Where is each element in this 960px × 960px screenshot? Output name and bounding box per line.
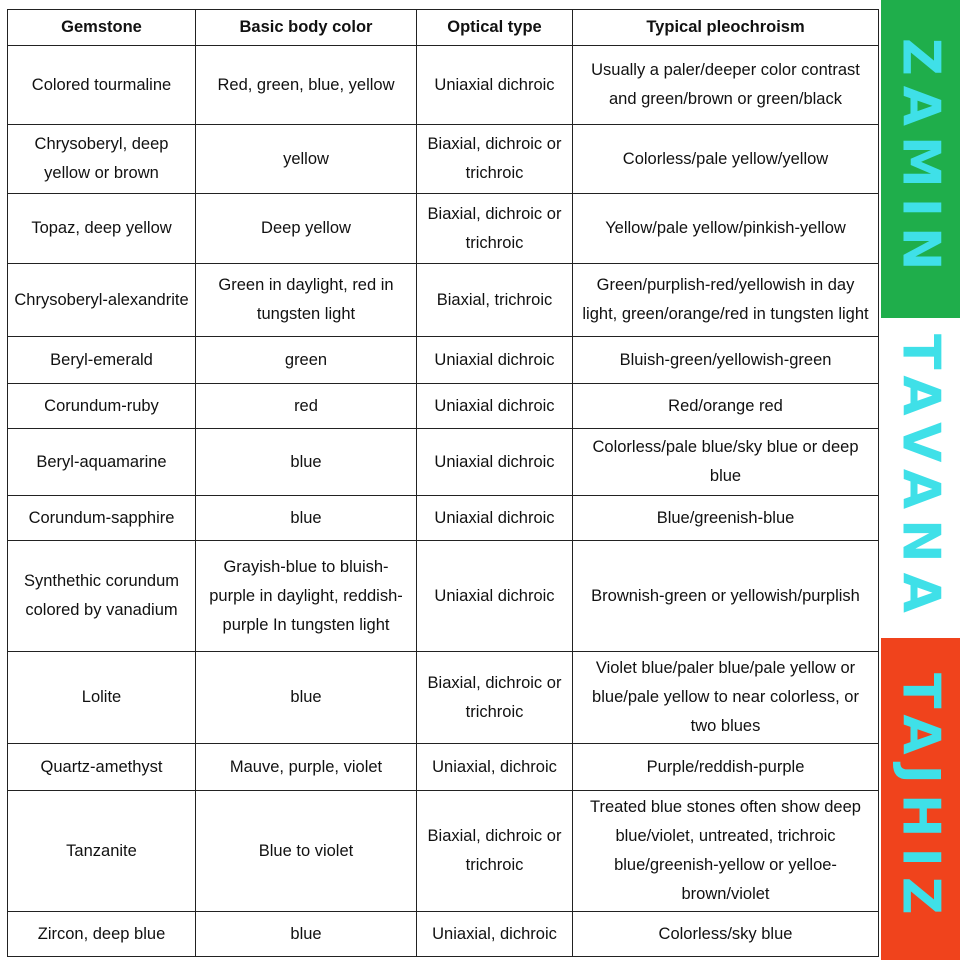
gemstone-pleochroism-table bbox=[7, 9, 879, 957]
table-row bbox=[8, 912, 879, 957]
table-row bbox=[8, 541, 879, 652]
table-header-row bbox=[8, 10, 879, 46]
cell-typical-pleochroism: Bluish-green/yellowish-green bbox=[573, 337, 879, 384]
cell-optical-type: Uniaxial dichroic bbox=[417, 429, 573, 496]
cell-gemstone: Lolite bbox=[8, 652, 196, 744]
cell-gemstone: Corundum-sapphire bbox=[8, 496, 196, 541]
cell-basic-body-color: yellow bbox=[196, 125, 417, 194]
table-row bbox=[8, 194, 879, 264]
brand-word-zamin: ZAMIN bbox=[890, 37, 951, 281]
cell-optical-type: Uniaxial dichroic bbox=[417, 496, 573, 541]
table-row bbox=[8, 46, 879, 125]
cell-typical-pleochroism: Yellow/pale yellow/pinkish-yellow bbox=[573, 194, 879, 264]
cell-optical-type: Biaxial, dichroic or trichroic bbox=[417, 194, 573, 264]
table-row bbox=[8, 791, 879, 912]
cell-gemstone: Beryl-emerald bbox=[8, 337, 196, 384]
table-row bbox=[8, 496, 879, 541]
brand-band-tavana bbox=[881, 318, 960, 638]
cell-basic-body-color: blue bbox=[196, 496, 417, 541]
cell-basic-body-color: Mauve, purple, violet bbox=[196, 744, 417, 791]
cell-basic-body-color: blue bbox=[196, 652, 417, 744]
cell-typical-pleochroism: Brownish-green or yellowish/purplish bbox=[573, 541, 879, 652]
cell-basic-body-color: red bbox=[196, 384, 417, 429]
cell-gemstone: Chrysoberyl-alexandrite bbox=[8, 264, 196, 337]
cell-optical-type: Biaxial, trichroic bbox=[417, 264, 573, 337]
header-typical-pleochroism: Typical pleochroism bbox=[573, 10, 879, 46]
cell-typical-pleochroism: Blue/greenish-blue bbox=[573, 496, 879, 541]
cell-optical-type: Uniaxial dichroic bbox=[417, 46, 573, 125]
cell-gemstone: Colored tourmaline bbox=[8, 46, 196, 125]
header-gemstone: Gemstone bbox=[8, 10, 196, 46]
cell-typical-pleochroism: Usually a paler/deeper color contrast and green/brown or green/black bbox=[573, 46, 879, 125]
cell-optical-type: Uniaxial, dichroic bbox=[417, 912, 573, 957]
cell-typical-pleochroism: Violet blue/paler blue/pale yellow or blue/pale yellow to near colorless, or two blues bbox=[573, 652, 879, 744]
cell-typical-pleochroism: Colorless/sky blue bbox=[573, 912, 879, 957]
gemstone-table-container bbox=[7, 9, 878, 957]
cell-typical-pleochroism: Purple/reddish-purple bbox=[573, 744, 879, 791]
cell-optical-type: Biaxial, dichroic or trichroic bbox=[417, 652, 573, 744]
cell-optical-type: Biaxial, dichroic or trichroic bbox=[417, 125, 573, 194]
brand-band-zamin bbox=[881, 0, 960, 318]
table-body bbox=[8, 46, 879, 957]
cell-typical-pleochroism: Red/orange red bbox=[573, 384, 879, 429]
cell-optical-type: Uniaxial dichroic bbox=[417, 541, 573, 652]
table-row bbox=[8, 337, 879, 384]
cell-typical-pleochroism: Treated blue stones often show deep blue/violet, untreated, trichroic blue/greenish-yellow or yelloe-brown/violet bbox=[573, 791, 879, 912]
cell-optical-type: Uniaxial dichroic bbox=[417, 337, 573, 384]
cell-basic-body-color: Grayish-blue to bluish-purple in daylight, reddish-purple In tungsten light bbox=[196, 541, 417, 652]
cell-optical-type: Uniaxial, dichroic bbox=[417, 744, 573, 791]
table-row bbox=[8, 264, 879, 337]
header-optical-type: Optical type bbox=[417, 10, 573, 46]
cell-basic-body-color: blue bbox=[196, 912, 417, 957]
brand-band-tajhiz bbox=[881, 638, 960, 960]
cell-basic-body-color: Blue to violet bbox=[196, 791, 417, 912]
table-row bbox=[8, 652, 879, 744]
cell-basic-body-color: Red, green, blue, yellow bbox=[196, 46, 417, 125]
cell-gemstone: Quartz-amethyst bbox=[8, 744, 196, 791]
cell-optical-type: Uniaxial dichroic bbox=[417, 384, 573, 429]
brand-word-tajhiz: TAJHIZ bbox=[890, 673, 951, 925]
table-row bbox=[8, 125, 879, 194]
cell-optical-type: Biaxial, dichroic or trichroic bbox=[417, 791, 573, 912]
table-row bbox=[8, 744, 879, 791]
header-basic-body-color: Basic body color bbox=[196, 10, 417, 46]
cell-gemstone: Synthethic corundum colored by vanadium bbox=[8, 541, 196, 652]
table-row bbox=[8, 429, 879, 496]
cell-gemstone: Tanzanite bbox=[8, 791, 196, 912]
cell-typical-pleochroism: Green/purplish-red/yellowish in day light, green/orange/red in tungsten light bbox=[573, 264, 879, 337]
cell-gemstone: Chrysoberyl, deep yellow or brown bbox=[8, 125, 196, 194]
table-row bbox=[8, 384, 879, 429]
cell-basic-body-color: Green in daylight, red in tungsten light bbox=[196, 264, 417, 337]
cell-typical-pleochroism: Colorless/pale yellow/yellow bbox=[573, 125, 879, 194]
cell-typical-pleochroism: Colorless/pale blue/sky blue or deep blue bbox=[573, 429, 879, 496]
cell-gemstone: Topaz, deep yellow bbox=[8, 194, 196, 264]
cell-gemstone: Corundum-ruby bbox=[8, 384, 196, 429]
cell-basic-body-color: green bbox=[196, 337, 417, 384]
brand-word-tavana: TAVANA bbox=[890, 333, 951, 623]
brand-sidebar bbox=[881, 0, 960, 960]
cell-gemstone: Zircon, deep blue bbox=[8, 912, 196, 957]
cell-basic-body-color: Deep yellow bbox=[196, 194, 417, 264]
cell-basic-body-color: blue bbox=[196, 429, 417, 496]
cell-gemstone: Beryl-aquamarine bbox=[8, 429, 196, 496]
